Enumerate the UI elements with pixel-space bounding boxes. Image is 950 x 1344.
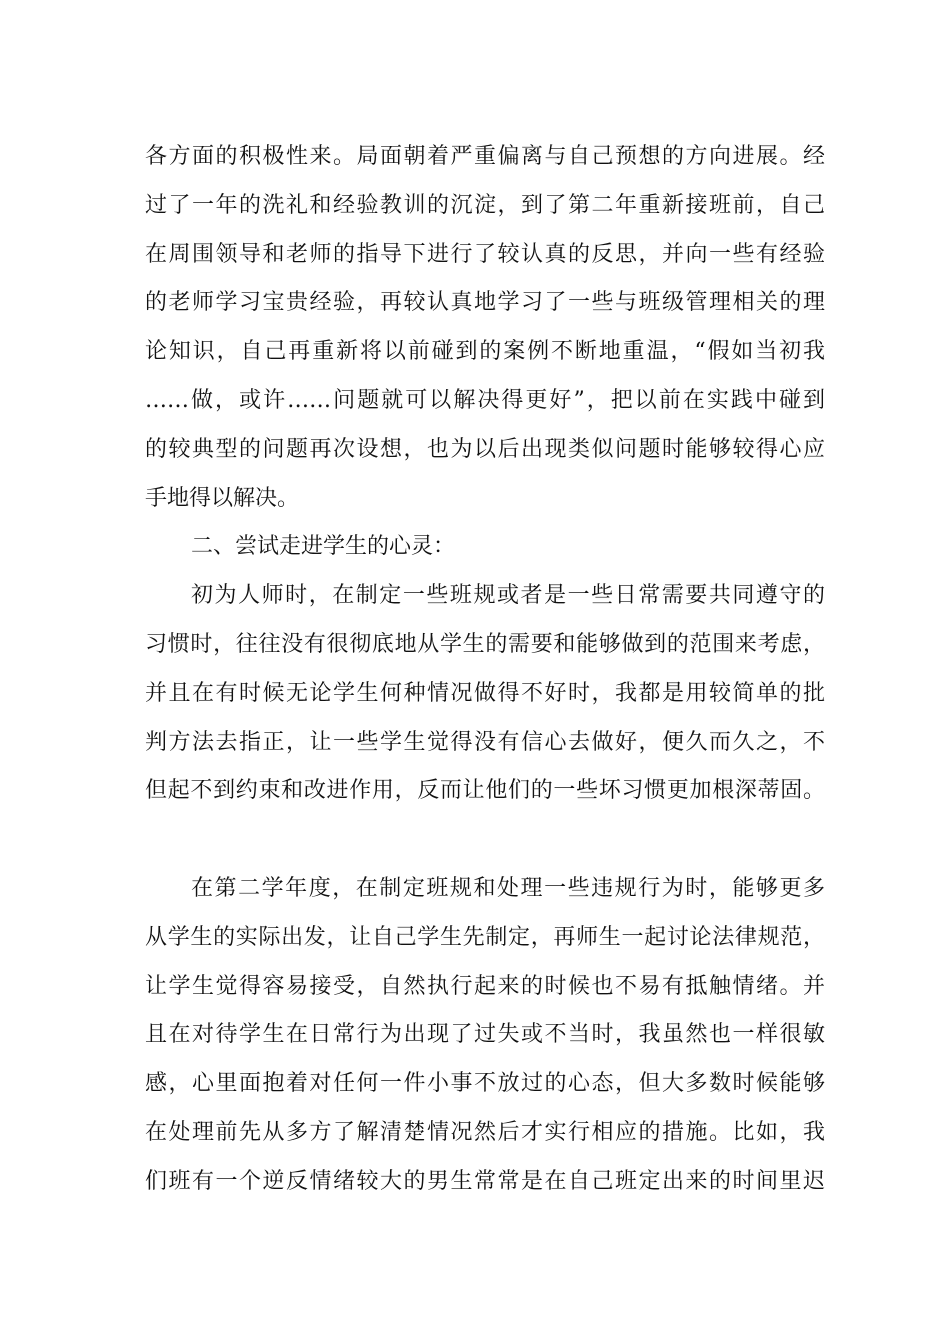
- text-line: 并且在有时候无论学生何种情况做得不好时，我都是用较简单的批: [145, 680, 825, 706]
- text-line: ……做，或许……问题就可以解决得更好”，把以前在实践中碰到: [145, 387, 825, 413]
- text-line: 在第二学年度，在制定班规和处理一些违规行为时，能够更多: [191, 875, 825, 901]
- text-line: 让学生觉得容易接受，自然执行起来的时候也不易有抵触情绪。并: [145, 973, 825, 999]
- paragraph-3: [145, 865, 825, 1207]
- paragraph-1: [145, 133, 825, 523]
- paragraph-spacer: [145, 816, 825, 865]
- text-line: 的老师学习宝贵经验，再较认真地学习了一些与班级管理相关的理: [145, 290, 825, 316]
- text-line: 在处理前先从多方了解清楚情况然后才实行相应的措施。比如，我: [145, 1119, 825, 1145]
- document-body: [145, 133, 825, 1207]
- text-line: 的较典型的问题再次设想，也为以后出现类似问题时能够较得心应: [145, 436, 825, 462]
- text-line: 论知识，自己再重新将以前碰到的案例不断地重温，“假如当初我: [145, 339, 825, 365]
- text-line: 们班有一个逆反情绪较大的男生常常是在自己班定出来的时间里迟: [145, 1168, 825, 1194]
- text-line: 各方面的积极性来。局面朝着严重偏离与自己预想的方向进展。经: [145, 144, 825, 169]
- section-heading: [145, 523, 825, 572]
- text-line: 但起不到约束和改进作用，反而让他们的一些坏习惯更加根深蒂固。: [145, 778, 825, 804]
- text-line: 且在对待学生在日常行为出现了过失或不当时，我虽然也一样很敏: [145, 1022, 825, 1048]
- text-line: 初为人师时，在制定一些班规或者是一些日常需要共同遵守的: [191, 583, 825, 609]
- paragraph-2: [145, 572, 825, 816]
- text-line: 过了一年的洗礼和经验教训的沉淀，到了第二年重新接班前，自己: [145, 192, 825, 218]
- section-heading-text: 二、尝试走进学生的心灵：: [191, 534, 456, 560]
- text-line: 从学生的实际出发，让自己学生先制定，再师生一起讨论法律规范，: [145, 924, 825, 950]
- text-line: 判方法去指正，让一些学生觉得没有信心去做好，便久而久之，不: [145, 729, 825, 755]
- text-line: 手地得以解决。: [145, 485, 300, 511]
- text-line: 习惯时，往往没有很彻底地从学生的需要和能够做到的范围来考虑，: [145, 631, 825, 657]
- text-line: 在周围领导和老师的指导下进行了较认真的反思，并向一些有经验: [145, 241, 825, 267]
- text-line: 感，心里面抱着对任何一件小事不放过的心态，但大多数时候能够: [145, 1071, 825, 1097]
